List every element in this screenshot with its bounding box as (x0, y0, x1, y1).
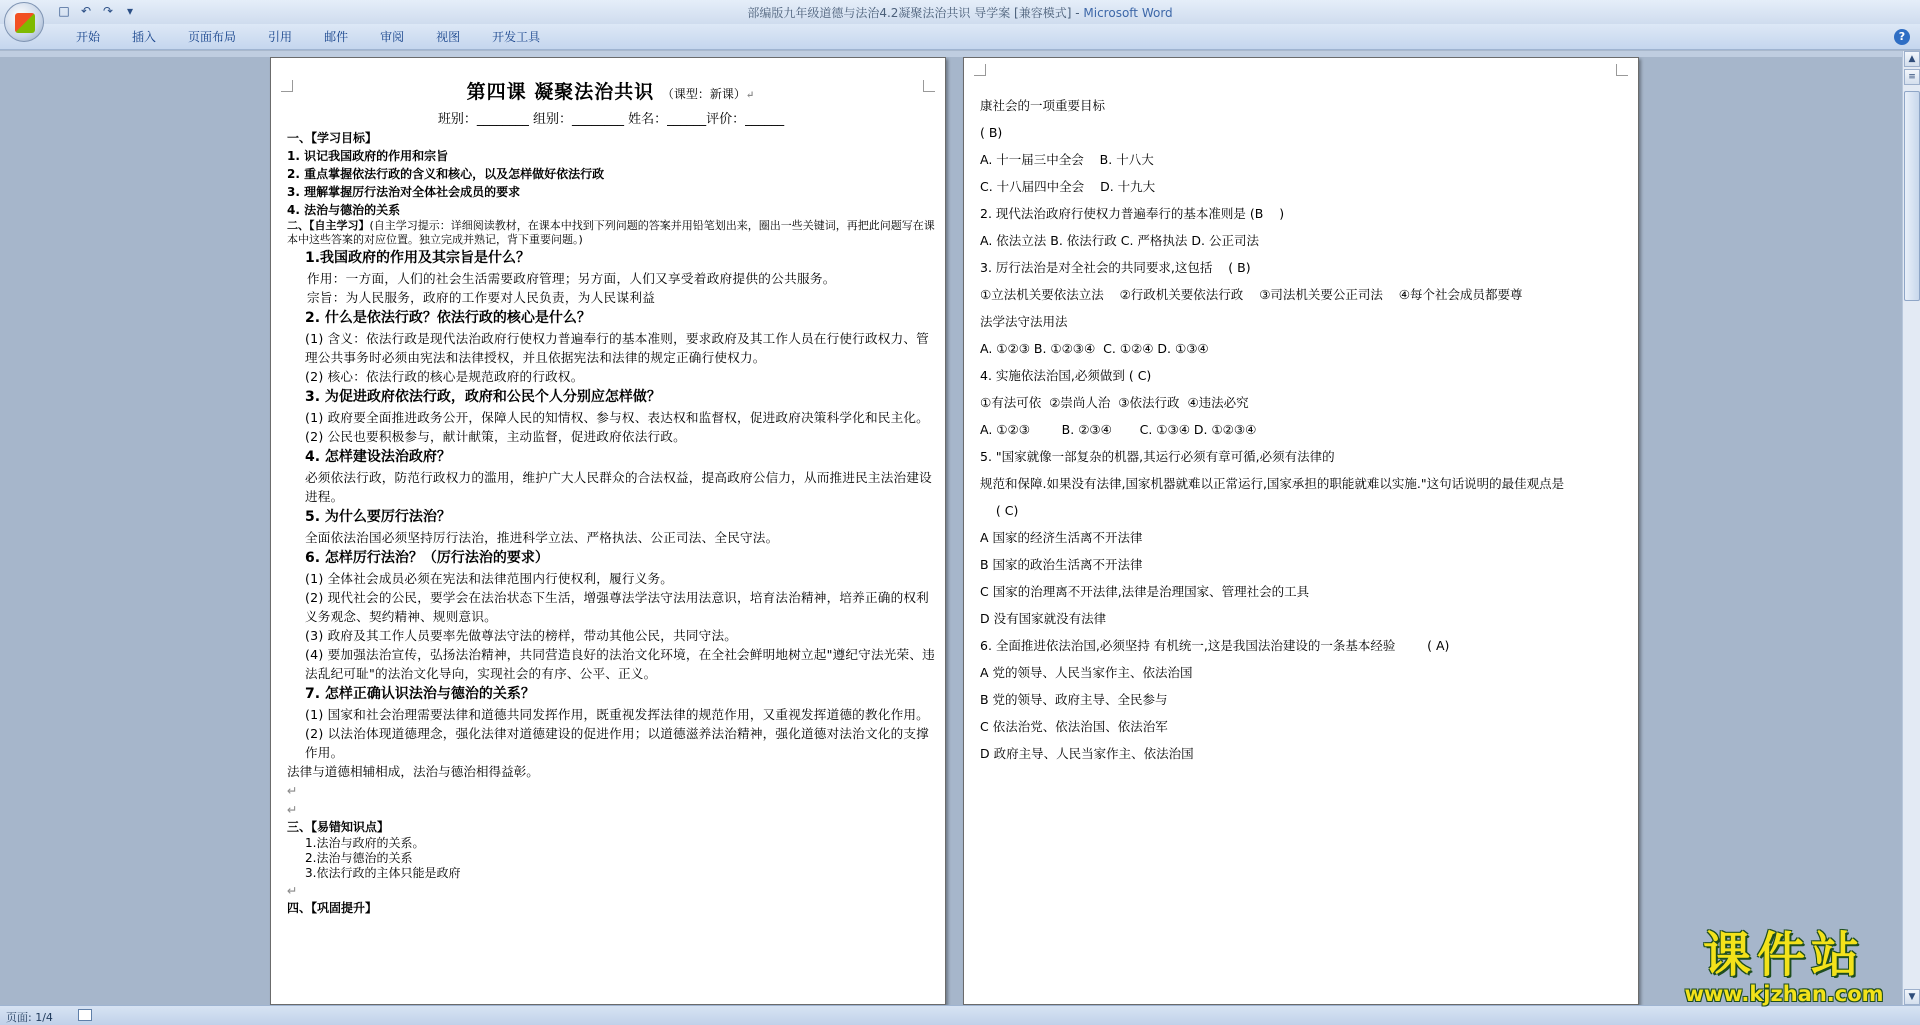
ribbon-tab[interactable]: 开发工具 (492, 30, 541, 44)
answer-line: (1) 国家和社会治理需要法律和道德共同发挥作用，既重视发挥法律的规范作用，又重视发挥道德的教化作用。 (305, 707, 929, 722)
quiz-line: ( B) (980, 125, 1003, 140)
quiz-line: A. 十一届三中全会 B. 十八大 (980, 152, 1154, 167)
quiz-line: 5. "国家就像一部复杂的机器,其运行必须有章可循,必须有法律的 (980, 449, 1335, 464)
quiz-line: D 政府主导、人民当家作主、依法治国 (980, 746, 1194, 761)
page-1-content (287, 76, 935, 917)
section-heading-consolidation: 四、【巩固提升】 (287, 901, 378, 915)
course-type: （课型：新课） (661, 87, 746, 101)
document-page-1[interactable] (270, 57, 946, 1005)
quiz-line: ( C) (980, 503, 1019, 518)
quiz-line: 6. 全面推进依法治国,必须坚持 有机统一,这是我国法治建设的一条基本经验 ( A) (980, 638, 1450, 653)
quiz-line: A 党的领导、人民当家作主、依法治国 (980, 665, 1193, 680)
question-5: 5. 为什么要厉行法治？ (305, 509, 451, 525)
quiz-line: 法学法守法用法 (980, 314, 1068, 329)
office-logo-icon (15, 13, 35, 33)
quiz-line: ①有法可依 ②崇尚人治 ③依法行政 ④违法必究 (980, 395, 1249, 410)
margin-corner-mark (1616, 64, 1628, 76)
self-study-tip-text: (自主学习提示：详细阅读教材，在课本中找到下列问题的答案并用铅笔划出来，圈出一些关键词，再把此问题写在课本中这些答案的对应位置。独立完成并熟记，背下重要问题。) (287, 219, 935, 246)
quiz-line: A. ①②③ B. ②③④ C. ①③④ D. ①②③④ (980, 422, 1257, 437)
ribbon-tab[interactable]: 插入 (132, 30, 157, 44)
objectives-list (287, 147, 935, 219)
question-4: 4. 怎样建设法治政府？ (305, 449, 451, 465)
lesson-title: 第四课 凝聚法治共识 （课型：新课）↵ (466, 81, 756, 103)
question-2: 2. 什么是依法行政？依法行政的核心是什么？ (305, 310, 591, 326)
scroll-up-icon[interactable]: ▲ (1904, 51, 1920, 67)
answer-line: (2) 公民也要积极参与，献计献策，主动监督，促进政府依法行政。 (305, 429, 686, 444)
error-point-item: 2.法治与德治的关系 (305, 851, 413, 865)
quiz-line: B 党的领导、政府主导、全民参与 (980, 692, 1168, 707)
quiz-line: A. 依法立法 B. 依法行政 C. 严格执法 D. 公正司法 (980, 233, 1259, 248)
margin-corner-mark (974, 64, 986, 76)
student-info-line: 班别：________ 组别：________ 姓名：______评价：______ (437, 112, 785, 127)
section-heading-objectives: 一、【学习目标】 (287, 131, 378, 145)
office-button[interactable] (4, 2, 44, 42)
answer-line: (2) 核心：依法行政的核心是规范政府的行政权。 (305, 369, 584, 384)
page-2-content (980, 92, 1628, 767)
document-page-2[interactable] (963, 57, 1639, 1005)
ribbon-tabs (60, 29, 556, 45)
answer-line: 作用：一方面，人们的社会生活需要政府管理；另方面，人们又享受着政府提供的公共服务。 (307, 271, 836, 286)
ribbon-tab[interactable]: 开始 (76, 30, 101, 44)
ribbon (0, 24, 1920, 50)
proofing-icon[interactable] (78, 1009, 92, 1021)
quiz-line: ①立法机关要依法立法 ②行政机关要依法行政 ③司法机关要公正司法 ④每个社会成员都要尊 (980, 287, 1523, 302)
answer-line: (1) 含义：依法行政是现代法治政府行使权力普遍奉行的基本准则，要求政府及其工作人员在行使行政权力、管理公共事务时必须由宪法和法律授权，并且依据宪法和法律的规定正确行使权力。 (305, 331, 929, 365)
quiz-line: 规范和保障.如果没有法律,国家机器就难以正常运行,国家承担的职能就难以实施."这句话说明的最佳观点是 (980, 476, 1565, 491)
question-7: 7. 怎样正确认识法治与德治的关系？ (305, 686, 535, 702)
section-heading-errors: 三、【易错知识点】 (287, 820, 390, 834)
error-point-item: 1.法治与政府的关系。 (305, 836, 425, 850)
customize-qat-icon[interactable]: ▾ (126, 4, 134, 18)
answer-line: (2) 以法治体现道德理念，强化法律对道德建设的促进作用；以道德滋养法治精神，强化道德对法治文化的支撑作用。 (305, 726, 929, 760)
status-bar (0, 1005, 1920, 1025)
objective-item: 1. 识记我国政府的作用和宗旨 (287, 149, 449, 163)
quiz-line: 4. 实施依法治国,必须做到 ( C) (980, 368, 1152, 383)
page-count[interactable]: 页面: 1/4 (6, 1011, 53, 1024)
quiz-line: A 国家的经济生活离不开法律 (980, 530, 1143, 545)
question-6: 6. 怎样厉行法治？（厉行法治的要求） (305, 550, 549, 566)
redo-icon[interactable]: ↷ (102, 4, 114, 18)
ruler-toggle-icon[interactable]: ≡ (1904, 69, 1920, 85)
objective-item: 4. 法治与德治的关系 (287, 203, 401, 217)
quiz-line: D 没有国家就没有法律 (980, 611, 1107, 626)
empty-paragraph: ↵ (287, 783, 298, 798)
answer-line: (1) 政府要全面推进政务公开，保障人民的知情权、参与权、表达权和监督权，促进政府决策科学化和民主化。 (305, 410, 929, 425)
answer-line: 全面依法治国必须坚持厉行法治，推进科学立法、严格执法、公正司法、全民守法。 (305, 530, 779, 545)
document-workspace (0, 57, 1902, 1005)
answer-line: (2) 现代社会的公民，要学会在法治状态下生活，增强尊法学法守法用法意识，培育法治精神，培养正确的权利义务观念、契约精神、规则意识。 (305, 590, 929, 624)
quiz-line: A. ①②③ B. ①②③④ C. ①②④ D. ①③④ (980, 341, 1209, 356)
save-icon[interactable]: □ (58, 4, 70, 18)
ribbon-tab[interactable]: 页面布局 (188, 30, 237, 44)
watermark-text: 课件站 (1702, 927, 1865, 983)
error-point-item: 3.依法行政的主体只能是政府 (305, 866, 461, 880)
title-bar (0, 0, 1920, 24)
objective-item: 2. 重点掌握依法行政的含义和核心，以及怎样做好依法行政 (287, 167, 605, 181)
empty-paragraph: ↵ (287, 883, 298, 898)
objective-item: 3. 理解掌握厉行法治对全体社会成员的要求 (287, 185, 521, 199)
watermark-logo (1664, 927, 1904, 1007)
ribbon-tab[interactable]: 引用 (268, 30, 293, 44)
undo-icon[interactable]: ↶ (80, 4, 92, 18)
empty-paragraph: ↵ (287, 802, 298, 817)
quiz-line: C. 十八届四中全会 D. 十九大 (980, 179, 1156, 194)
answer-line: (1) 全体社会成员必须在宪法和法律范围内行使权利，履行义务。 (305, 571, 674, 586)
answer-line: 法律与道德相辅相成，法治与德治相得益彰。 (287, 764, 539, 779)
quiz-line: B 国家的政治生活离不开法律 (980, 557, 1143, 572)
answer-line: (3) 政府及其工作人员要率先做尊法守法的榜样，带动其他公民，共同守法。 (305, 628, 738, 643)
ribbon-tab[interactable]: 邮件 (324, 30, 349, 44)
question-1: 1.我国政府的作用及其宗旨是什么？ (305, 250, 531, 266)
quiz-line: C 国家的治理离不开法律,法律是治理国家、管理社会的工具 (980, 584, 1310, 599)
answer-line: 必须依法行政，防范行政权力的滥用，维护广大人民群众的合法权益，提高政府公信力，从而推进民主法治建设进程。 (305, 470, 932, 504)
answer-line: 宗旨：为人民服务，政府的工作要对人民负责，为人民谋利益 (307, 290, 656, 305)
document-name: 部编版九年级道德与法治4.2凝聚法治共识 导学案 [兼容模式] (747, 6, 1072, 20)
question-3: 3. 为促进政府依法行政，政府和公民个人分别应怎样做？ (305, 389, 661, 405)
ribbon-tab[interactable]: 视图 (436, 30, 461, 44)
vertical-scrollbar[interactable] (1902, 51, 1920, 1005)
scrollbar-thumb[interactable] (1904, 91, 1920, 301)
quiz-line: 3. 厉行法治是对全社会的共同要求,这包括 ( B) (980, 260, 1251, 275)
quiz-line: C 依法治党、依法治国、依法治军 (980, 719, 1168, 734)
app-name: Microsoft Word (1083, 6, 1173, 20)
watermark-url: www.kjzhan.com (1684, 982, 1884, 1006)
section-heading-self-study: 二、【自主学习】 (287, 219, 370, 232)
scroll-down-icon[interactable]: ▼ (1904, 989, 1920, 1005)
quiz-line: 2. 现代法治政府行使权力普遍奉行的基本准则是 (B ) (980, 206, 1285, 221)
answer-line: (4) 要加强法治宣传，弘扬法治精神，共同营造良好的法治文化环境，在全社会鲜明地树立起"遵纪守法光荣、违法乱纪可耻"的法治文化导向，实现社会的有序、公平、正义。 (305, 647, 935, 681)
self-study-tip (287, 219, 935, 247)
errors-list (287, 836, 935, 881)
help-icon[interactable]: ? (1894, 29, 1910, 45)
quiz-line: 康社会的一项重要目标 (980, 98, 1106, 113)
ribbon-tab[interactable]: 审阅 (380, 30, 405, 44)
window-title: 部编版九年级道德与法治4.2凝聚法治共识 导学案 [兼容模式] - Microsoft Word (747, 6, 1173, 20)
